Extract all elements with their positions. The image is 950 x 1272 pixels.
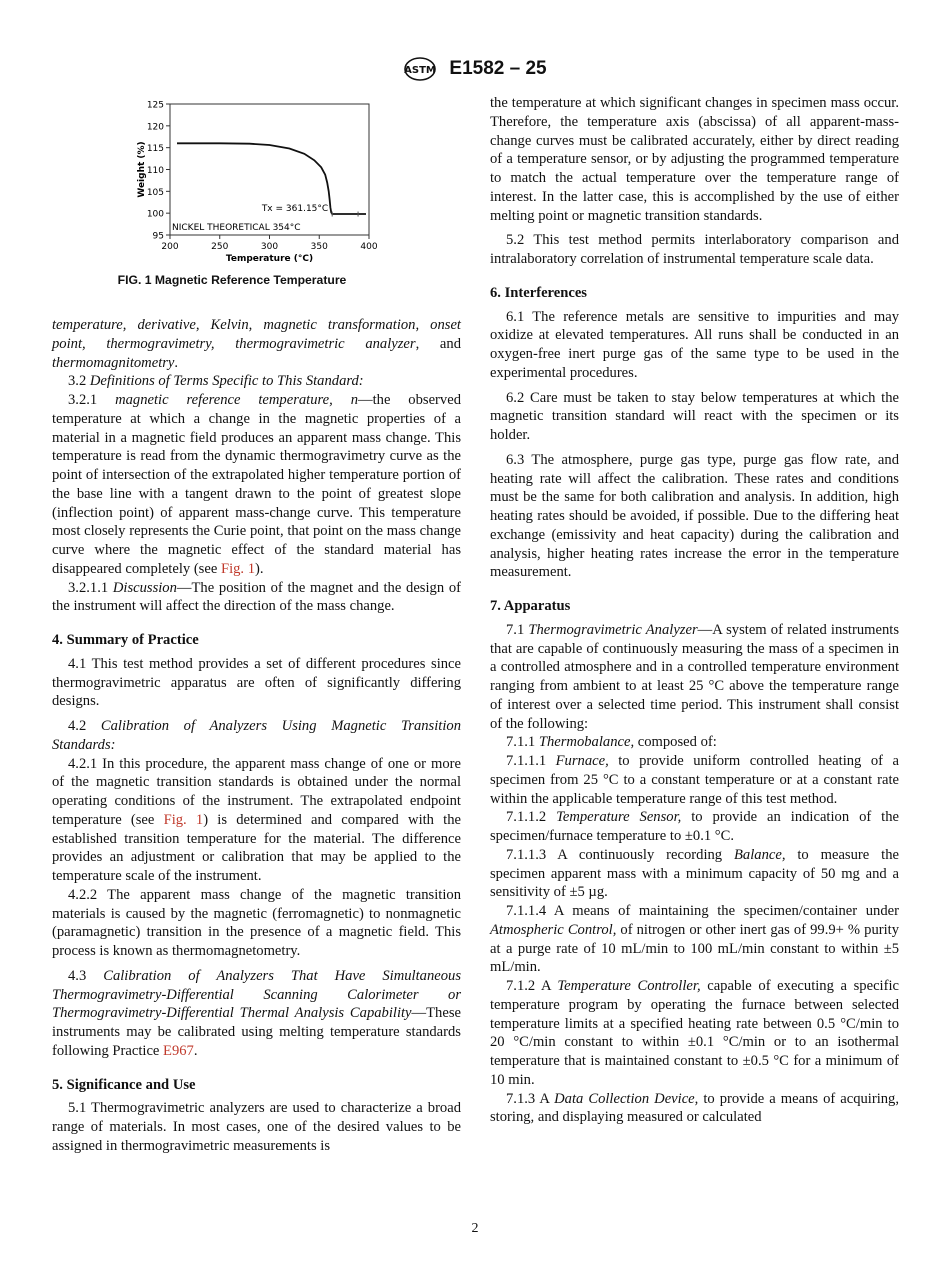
x-axis-label: Temperature (°C): [225, 254, 314, 264]
text: 7.1.3 A: [506, 1090, 555, 1107]
section-heading: 7. Apparatus: [490, 598, 571, 614]
paragraph: [490, 846, 899, 902]
italic-term: Data Collection Device,: [554, 1090, 699, 1107]
y-tick-label: 105: [146, 187, 164, 198]
italic-term: Temperature Sensor,: [556, 809, 682, 826]
y-tick-label: 95: [152, 231, 164, 242]
svg-text:ASTM: ASTM: [404, 65, 437, 76]
text: 7.1.1.1: [506, 753, 556, 769]
paragraph: [490, 231, 899, 269]
y-tick-label: 120: [146, 122, 164, 133]
y-tick-label: 100: [146, 209, 164, 220]
text: 3.2: [68, 373, 90, 390]
text: to provide an indication of the specimen/furnace temperature to ±0.1 °C.: [490, 809, 899, 844]
paragraph: [52, 967, 461, 1061]
text: 4.2.2 The apparent mass change of the magnetic transition materials is caused by the magnetic (ferromagnetic) to nonmagnetic (paramagnetic) transition in the presence of a magnetic field. This process is known as thermomagnetometry.: [52, 886, 461, 959]
section-heading: 5. Significance and Use: [52, 1076, 196, 1093]
text: 7.1.1.4 A means of maintaining the specimen/container under: [506, 903, 899, 919]
x-tick-label: 200: [161, 242, 179, 252]
text: 3.2.1: [68, 392, 116, 408]
paragraph: [490, 621, 899, 734]
paragraph: [490, 451, 899, 582]
text: 7.1.1.2: [506, 809, 557, 826]
text: to provide a means of acquiring, storing, and displaying measured or calculated: [490, 1090, 899, 1126]
figure-chart: [120, 95, 390, 270]
text: the temperature at which significant changes in specimen mass occur. Therefore, the temperature axis (abscissa) of all apparent-mass-change curves must be calibrated accurately, either by direct reading of a temperature sensor, or by adjusting the programmed temperature to match the actual temperature over the temperature range of interest. In the latter case, this is accomplished by the use of either melting point or magnetic transition standards.: [490, 95, 899, 224]
paragraph: [490, 902, 899, 977]
italic-term: Thermogravimetric Analyzer: [528, 621, 698, 638]
italic-term: Balance,: [734, 846, 786, 863]
italic-term: temperature, derivative, Kelvin, magnetic transformation, onset point, thermogravimetry, thermogravimetric analyzer: [52, 317, 461, 352]
paragraph: [490, 1090, 899, 1128]
reference-link[interactable]: Fig. 1: [220, 560, 256, 577]
text: capable of executing a specific temperature program by operating the furnace between selected temperature limits at a specified heating rate between 0.5 °C/min to 20 °C/min constant to within ±0.1 °C/min or to an isothermal temperature that is maintained constant to ±0.5 °C for a minimum of 10 min.: [490, 978, 899, 1088]
text: —The position of the magnet and the design of the instrument will affect the direction of the mass change.: [52, 579, 461, 615]
x-tick-label: 300: [260, 242, 279, 252]
reference-link[interactable]: E967: [163, 1042, 194, 1059]
text: .: [174, 354, 179, 371]
text: of nitrogen or other inert gas of 99.9+ % purity at a purge rate of 10 mL/min to 100 mL/min constant to within ±5 mL/min.: [490, 921, 900, 976]
tx-annotation: Tx = 361.15°C: [261, 204, 329, 215]
y-axis-label: Weight (%): [137, 141, 147, 198]
text: 3.2.1.1: [68, 579, 113, 596]
text: to provide uniform controlled heating of a specimen from 25 °C to a constant temperature or at a constant rate within the applicable temperature range of this test method.: [490, 753, 899, 807]
text: 7.1.1: [506, 734, 539, 751]
text: 6.3 The atmosphere, purge gas type, purge gas flow rate, and heating rate will affect the calibration. These rates and conditions must be the same for both calibration and analysis. In addition, high heating rates should be avoided, if possible. Due to the differing heat exchange (emissivity and heat capacity) during the calibration and analysis, higher heating rates increase the error in the temperature measurement.: [490, 451, 899, 581]
astm-logo-icon: [403, 56, 437, 82]
y-tick-label: 115: [146, 144, 164, 155]
paragraph: [52, 372, 461, 391]
italic-term: Atmospheric Control,: [490, 921, 617, 938]
paragraph: [490, 94, 899, 225]
italic-term: Furnace,: [555, 753, 609, 769]
x-tick-label: 250: [211, 242, 229, 252]
italic-term: Thermobalance,: [538, 734, 635, 751]
text: 6.1 The reference metals are sensitive to impurities and may oxidize at elevated temperatures. All runs shall be conducted in an oxygen-free inert purge gas of the same type to be used in the experimental procedures.: [490, 308, 899, 381]
text: , and: [415, 335, 461, 352]
plot-frame: [170, 104, 369, 235]
paragraph: [52, 316, 461, 372]
text: —A system of related instruments that are capable of continuously measuring the mass of a specimen in a controlled atmosphere and in a controlled temperature environment ranging from ambient to at least 25 °C above the temperature range of interest over a selected time period. This instrument shall consist of the following:: [490, 621, 900, 732]
italic-term: Calibration of Analyzers Using Magnetic Transition Standards:: [52, 718, 461, 753]
section-heading: 6. Interferences: [490, 284, 587, 301]
text: 4.3: [68, 967, 104, 984]
figure-caption: FIG. 1 Magnetic Reference Temperature: [117, 273, 347, 287]
x-tick-label: 350: [310, 242, 328, 252]
text: 6.2 Care must be taken to stay below temperatures at which the magnetic transition standard will react with the specimen or its holder.: [490, 389, 899, 443]
paragraph: [52, 755, 461, 886]
text: ).: [255, 560, 264, 577]
text: 7.1.1.3 A continuously recording: [506, 846, 734, 863]
text: to measure the specimen apparent mass with a minimum capacity of 50 mg and a sensitivity of ±5 µg.: [490, 846, 899, 901]
page-number: 2: [471, 1221, 479, 1236]
paragraph: [490, 733, 899, 752]
italic-term: Discussion: [112, 579, 177, 596]
left-column: [52, 316, 461, 1156]
paragraph: [52, 391, 461, 579]
paragraph: [490, 389, 899, 445]
text: —the observed temperature at which a change in the magnetic properties of a material in a magnetic field produces an apparent mass change. This temperature is read from the dynamic thermogravimetry curve as the point of intersection of the extrapolated higher temperature portion of the base line with a tangent drawn to the point of greatest slope (inflection point) of apparent mass-change curve. This temperature most closely represents the Curie point, that point on the mass change curve where the magnetic effect of the standard material has disappeared completely (see: [52, 392, 461, 577]
paragraph: [52, 655, 461, 711]
x-tick-label: 400: [360, 242, 378, 252]
section-heading: 4. Summary of Practice: [52, 632, 199, 648]
text: 7.1.2 A: [506, 978, 558, 994]
paragraph: [52, 886, 461, 961]
page-header: [0, 56, 950, 82]
right-column: [490, 94, 899, 1127]
paragraph: [490, 977, 899, 1090]
paragraph: [490, 752, 899, 808]
text: 7.1: [506, 621, 529, 638]
text: 4.2: [68, 718, 101, 734]
text: 5.2 This test method permits interlaboratory comparison and intralaboratory correlation of instrumental temperature scale data.: [490, 232, 899, 267]
text: 4.2.1 In this procedure, the apparent mass change of one or more of the magnetic transition standards is obtained under the normal operating conditions of the instrument. The extrapolated endpoint temperature (see: [52, 755, 461, 828]
text: .: [193, 1042, 198, 1059]
italic-term: Definitions of Terms Specific to This Standard:: [89, 373, 364, 390]
italic-term: thermomagnitometry: [52, 354, 175, 371]
paragraph: [490, 808, 899, 846]
text: 4.1 This test method provides a set of different procedures since thermogravimetric apparatus are often of significantly differing designs.: [52, 655, 461, 710]
text: composed of:: [634, 734, 717, 751]
paragraph: [52, 1099, 461, 1155]
text: ) is determined and compared with the established transition temperature for the material. The difference provides an adjustment or calibration that may be applied to the temperature scale of the instrument.: [52, 811, 462, 884]
y-tick-label: 110: [146, 166, 164, 176]
text: —These instruments may be calibrated using melting temperature standards following Practice: [52, 1005, 461, 1059]
nickel-annotation: NICKEL THEORETICAL 354°C: [172, 222, 301, 233]
italic-term: Temperature Controller,: [557, 978, 701, 994]
designation: E1582 – 25: [449, 58, 547, 79]
paragraph: [52, 579, 461, 617]
reference-link[interactable]: Fig. 1: [163, 811, 204, 828]
text: 5.1 Thermogravimetric analyzers are used to characterize a broad range of materials. In most cases, one of the desired values to be assigned in thermogravimetric measurements is: [52, 1100, 461, 1154]
italic-term: Calibration of Analyzers That Have Simultaneous Thermogravimetry-Differential Scanning Calorimeter or Thermogravimetry-Differential Thermal Analysis Capability: [52, 967, 462, 1022]
paragraph: [52, 717, 461, 755]
y-tick-label: 125: [146, 100, 164, 111]
paragraph: [490, 308, 899, 383]
italic-term: magnetic reference temperature, n: [115, 392, 358, 408]
